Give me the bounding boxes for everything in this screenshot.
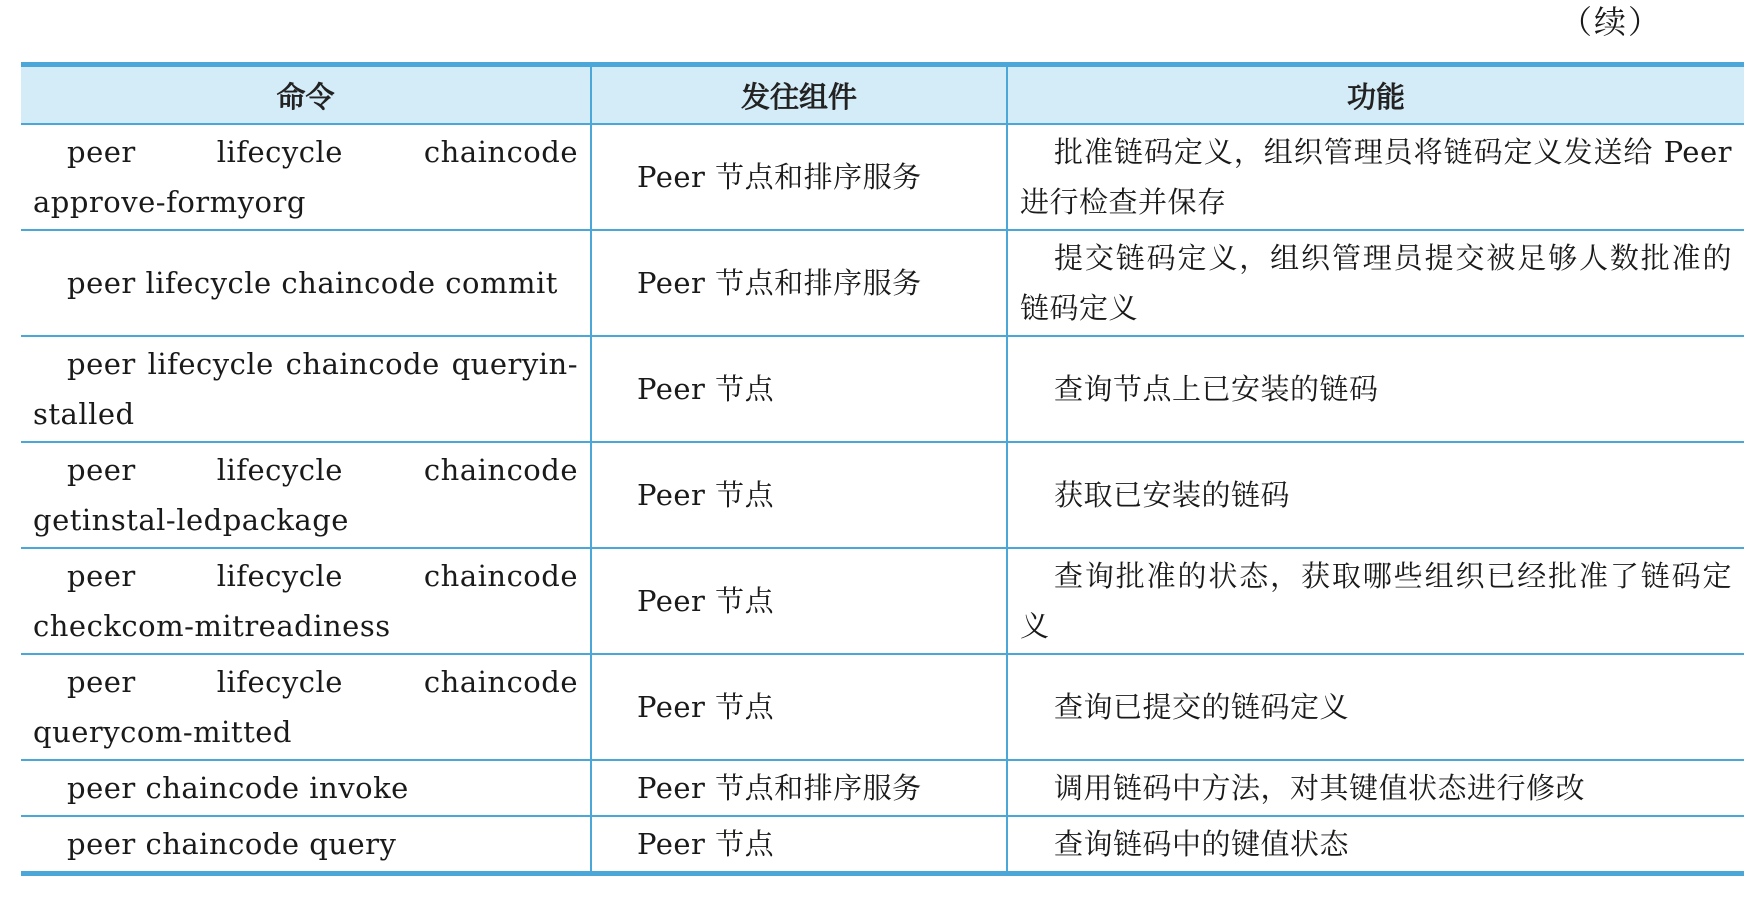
table-row [21,760,1744,816]
command-cell: peer chaincode query [21,816,591,874]
function-cell: 查询批准的状态，获取哪些组织已经批准了链码定义 [1007,548,1744,654]
table-row [21,442,1744,548]
table-header [21,65,1744,125]
header-function: 功能 [1007,65,1744,125]
component-cell: Peer 节点 [591,654,1007,760]
function-cell: 查询节点上已安装的链码 [1007,336,1744,442]
function-cell: 查询已提交的链码定义 [1007,654,1744,760]
command-cell: peer lifecycle chaincode approve-formyorg [21,124,591,230]
command-cell: peer lifecycle chaincode querycom-mitted [21,654,591,760]
function-cell: 提交链码定义，组织管理员提交被足够人数批准的链码定义 [1007,230,1744,336]
component-cell: Peer 节点和排序服务 [591,124,1007,230]
command-cell: peer lifecycle chaincode getinstal-ledpackage [21,442,591,548]
table-row [21,816,1744,874]
command-cell: peer lifecycle chaincode queryin-stalled [21,336,591,442]
command-cell: peer lifecycle chaincode checkcom-mitreadiness [21,548,591,654]
function-cell: 批准链码定义，组织管理员将链码定义发送给 Peer 进行检查并保存 [1007,124,1744,230]
table-row [21,654,1744,760]
component-cell: Peer 节点 [591,816,1007,874]
command-table [21,62,1744,876]
function-cell: 查询链码中的键值状态 [1007,816,1744,874]
component-cell: Peer 节点 [591,336,1007,442]
function-cell: 调用链码中方法，对其键值状态进行修改 [1007,760,1744,816]
table-row [21,336,1744,442]
component-cell: Peer 节点 [591,442,1007,548]
table-row [21,230,1744,336]
component-cell: Peer 节点和排序服务 [591,230,1007,336]
continued-label: （续） [1560,3,1663,41]
table-row [21,124,1744,230]
header-command: 命令 [21,65,591,125]
component-cell: Peer 节点和排序服务 [591,760,1007,816]
command-cell: peer lifecycle chaincode commit [21,230,591,336]
table-body [21,124,1744,874]
header-row [21,65,1744,125]
command-cell: peer chaincode invoke [21,760,591,816]
table-row [21,548,1744,654]
header-component: 发往组件 [591,65,1007,125]
function-cell: 获取已安装的链码 [1007,442,1744,548]
component-cell: Peer 节点 [591,548,1007,654]
